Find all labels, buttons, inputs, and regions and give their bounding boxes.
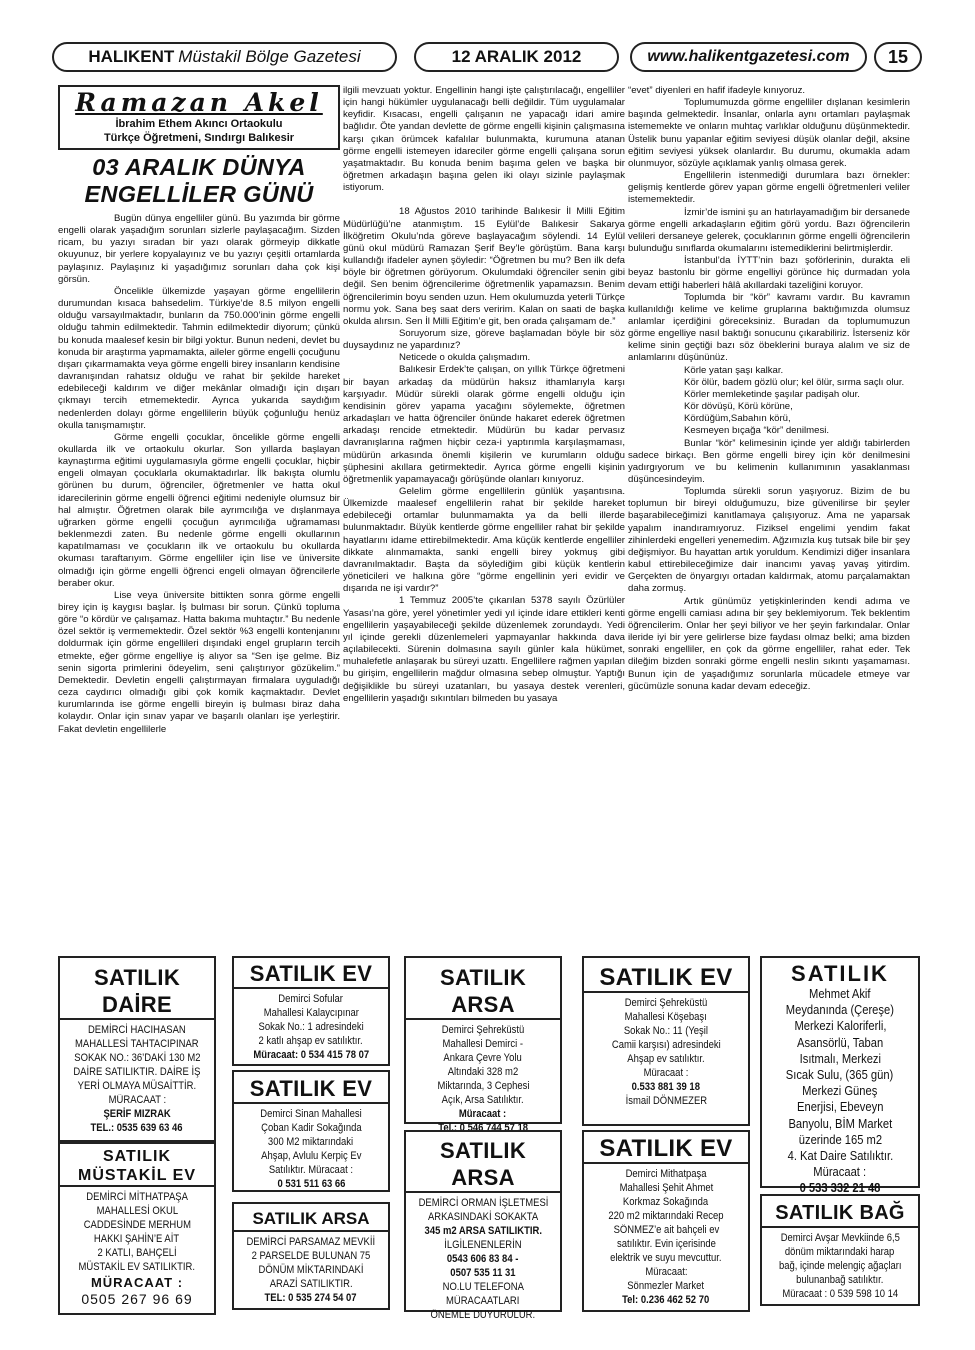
ad-line: Demirci Şehreküstü (624, 997, 708, 1009)
classified-ads (52, 950, 924, 1320)
divider (406, 1018, 560, 1020)
ad-line: 4. Kat Daire Satılıktır. (787, 1148, 893, 1164)
ad-phone: Tel.: 0 546 744 57 18 (438, 1122, 528, 1134)
ad-line: DEMİRCİ HACIHASAN (88, 1024, 186, 1036)
ad-line: Korkmaz Sokağında (623, 1196, 709, 1208)
ad-satilik-ev-sinan (232, 1070, 390, 1192)
ad-title: SATILIK ARSA (252, 1209, 370, 1228)
divider (234, 1230, 388, 1232)
author-school: İbrahim Ethem Akıncı Ortaokulu (115, 118, 283, 130)
ad-line: Meydanında (Çereşe) (785, 1002, 895, 1018)
ad-line: Müracaat : (459, 1108, 507, 1120)
ad-line: Müracaat: (644, 1266, 688, 1278)
ad-line: Demirci Avşar Mevkiinde 6,5 (780, 1232, 900, 1244)
ad-line: ARKASINDAKİ SOKAKTA (427, 1211, 539, 1223)
ad-line: Merkezi Kaloriferli, (794, 1018, 886, 1034)
ad-line: ÖNEMLE DUYURULUR. (430, 1309, 536, 1321)
ad-line: 220 m2 miktarındaki Recep (608, 1210, 724, 1222)
ad-line: DEMİRCİ PARSAMAZ MEVKİİ (246, 1236, 376, 1248)
divider (584, 991, 748, 993)
ad-phone: 0505 267 96 69 (81, 1291, 193, 1307)
paragraph: ilgili mevzuatı yoktur. Engellinin hangi işte çalıştırılacağı, engelliler için hangi hükümler uygulanacağı belli değildir. Tüm uygulamalar keyfidir. Kısacası, engelli çalışanın ne yapacağı idari amire bağlıdır. Öte yandan devlette de görme engelli kişinin çalışmasına karşı çıkan örümcek kafalılar bulunmakta, kurumuna atanan görme engelli istemeyen idareciler görme engelli çalışana sorun yaşatmaktadır. Bu konuda benim başıma gelen ve başka bir öğretmen arkadaşın başına gelen iki olayı sizinle paylaşmak istiyorum. (343, 85, 625, 194)
ad-line: satılıktır. Evin içerisinde (616, 1238, 716, 1250)
ad-line: MÜRACAATLARI (446, 1295, 520, 1307)
article-column-2 (343, 85, 625, 705)
ad-title: SATILIK (102, 1148, 172, 1165)
paragraph: İstanbul’da İYTT’nin bazı şoförlerinin, durakta eli beyaz bastonlu bir görme engelliyi görünce hiç durmadan yola devam ettiği haberleri hâlâ akıllardaki tazeliğini koruyor. (628, 255, 910, 291)
divider (234, 987, 388, 989)
divider (60, 1018, 214, 1020)
ad-satilik-arsa-sehrekustu (404, 956, 562, 1134)
ad-line: DEMİRCİ MİTHATPAŞA (86, 1191, 188, 1203)
author-title: Türkçe Öğretmeni, Sındırgı Balıkesir (103, 132, 295, 144)
ad-phone: 0 533 332 21 48 (799, 1180, 881, 1196)
ad-line: Satılıktır. Müracaat : (268, 1164, 354, 1176)
ad-satilik-daire-mehmet-akif (760, 956, 920, 1196)
ad-satilik-daire (58, 956, 216, 1144)
paper-subtitle: Müstakil Bölge Gazetesi (178, 47, 361, 66)
divider (234, 1102, 388, 1104)
masthead (52, 38, 924, 80)
proverb: Kördüğüm,Sabahın körü, (684, 413, 791, 425)
ad-line: 2 katlı ahşap ev satılıktır. (258, 1035, 364, 1047)
ad-line: Banyolu, BİM Market (788, 1115, 892, 1131)
ad-phone: 0 531 511 63 66 (277, 1178, 345, 1190)
ad-line: Ankara Çevre Yolu (443, 1052, 523, 1064)
paragraph: 18 Ağustos 2010 tarihinde Balıkesir İl Milli Eğitim Müdürlüğü’ne atanmıştım. 15 Eylül’de Balıkesir Sakarya İlköğretim Okulu’nda göreve başlayacağım söylendi. 14 Eylül günü okul müdürü Ramazan Şerif Bey’le görüştüm. Bana karşı kullandığı ifadeler aynen şöyledir: “Öğretmen bu mu? Ben ilk defa böyle bir öğretmen görüyorum. Okulumdaki öğrenciler senin gibi değil. Sen benim öğrencilerime öğretmenlik yapamazsın. Benim öğrencilerimin boyu senden uzun. Hem okulumuzda yeterli Türkçe normu yok. Sana beş saat ders veririm. Kalan on saati de başka okulda alırsın. Sen İl Milli Eğitim’e git, ben orada çalışamam de.” (343, 206, 625, 327)
paragraph: İzmir’de ismini şu an hatırlayamadığım bir dersanede görme engelli arkadaşların eğitim görü yordu. Bazı öğrencilerin velileri dersaneye gelerek, çocuklarının görme engelli öğrencilerin bulunduğu sınıflarda okumalarını istemediklerini belirtmişlerdir. (628, 206, 910, 255)
paragraph: Bunlar “kör” kelimesinin içinde yer aldığı tabirlerden sadece birkaçı. Ben görme engelli birey için kör denilmesini yadırgıyorum ve bu kelimenin kullanımının yasaklanması düşüncesindeyim. (628, 437, 910, 485)
ad-line: Mahallesi Demirci - (442, 1038, 524, 1050)
ad-line: SOKAK NO.: 36’DAKİ 130 M2 (73, 1052, 201, 1064)
ad-title: SATILIK (791, 961, 889, 986)
ad-title: SATILIK EV (599, 964, 733, 991)
ad-title: SATILIK EV (599, 1135, 733, 1162)
ad-line: üzerinde 165 m2 (798, 1131, 882, 1147)
ad-phone: Müracaat : 0 539 598 10 14 (782, 1288, 898, 1300)
ad-line: MÜSTAKİL EV SATILIKTIR. (78, 1261, 196, 1273)
ad-line: 2 PARSELDE BULUNAN 75 (251, 1250, 371, 1262)
paragraph: Soruyorum size, göreve başlamadan böyle bir söz duysaydınız ne yapardınız? (343, 327, 625, 352)
ad-contact-label: MÜRACAAT : (90, 1275, 184, 1290)
paper-title (52, 42, 397, 72)
ad-line: Miktarında, 3 Cephesi (436, 1080, 530, 1092)
ad-line: Çoban Kadir Sokağında (260, 1122, 362, 1134)
byline-box (58, 85, 340, 150)
divider (762, 1226, 918, 1228)
ad-line: HAKKI ŞAHİN’E AİT (94, 1233, 180, 1245)
headline-line-2: ENGELLİLER GÜNÜ (84, 181, 314, 207)
divider (406, 1191, 560, 1193)
ad-line: Demirci Sinan Mahallesi (260, 1108, 362, 1120)
ad-title: SATILIK ARSA (439, 1138, 527, 1190)
ad-title: SATILIK ARSA (439, 965, 527, 1017)
author-name: Ramazan Akel (75, 88, 323, 117)
headline-line-1: 03 ARALIK DÜNYA (92, 154, 306, 180)
ad-line: İLGİLENENLERİN (444, 1239, 522, 1251)
ad-line: DEMİRCİ ORMAN İŞLETMESİ (418, 1197, 548, 1209)
paragraph: Neticede o okulda çalışmadım. (399, 352, 531, 364)
ad-line: Enerjisi, Ebeveyn (796, 1099, 884, 1115)
ad-line: 2 KATLI, BAHÇELİ (97, 1247, 177, 1259)
ad-line: Sokak No.: 1 adresindeki (258, 1021, 364, 1033)
ad-line: Mehmet Akif (809, 986, 871, 1001)
article-column-1 (58, 85, 340, 736)
ad-line: dönüm miktarındaki harap (785, 1246, 895, 1258)
headline (58, 154, 340, 208)
proverb: Kör ölür, badem gözlü olur; kel ölür, sırma saçlı olur. (684, 376, 905, 388)
proverb: Körler memleketinde şaşılar padişah olur. (684, 388, 860, 400)
ad-line: Mahallesi Şehit Ahmet (619, 1182, 713, 1194)
ad-line: SÖNMEZ’e ait bahçeli ev (613, 1224, 719, 1236)
divider (60, 1185, 214, 1187)
proverb: Kesmeyen bıçağa “kör” denilmesi. (684, 425, 830, 437)
paragraph: Gelelim görme engellilerin günlük yaşantısına. Ülkemizde maalesef engellilerin rahat bir şekilde hareket edebileceği ortamlar bulunmamakta ya da belli illerde bulunmaktadır. Büyük kentlerde görme engelliler rahat bir şekilde hayatlarını idame ettirebilmektedir. Ama küçük kentlerde engelliler dikkate alınmamakta, sanki engelli birey yokmuş gibi davranılmaktadır. Başta da söylediğim gibi küçük kentlerin yöneticileri ve halkına göre “görme engellinin yeri evidir ve dışarıda ne işi vardır?” (343, 486, 625, 595)
ad-satilik-bag (760, 1194, 920, 1306)
proverb: Körle yatan şaşı kalkar. (684, 364, 784, 376)
ad-line: Altındaki 328 m2 (447, 1066, 519, 1078)
paragraph: 1 Temmuz 2005’te çıkarılan 5378 sayılı Özürlüler Yasası’na göre, yerel yönetimler yedi yıl içinde idare ettikleri kenti engellilerin yaşayabileceği şekilde düzenlemek zorundaydı. Yedi yıl içinde gerekli düzenlemeleri yapmayanlar hakkında dava açılabilecekti. Sürenin dolmasına sayılı günler kala hükümet, muhalefetle anlaşarak bu süreyi uzattı. Engellilere rağmen yapılan bu girişim, engellilerin mağdur olmasına sebep olmuştur. Yaptığı değişiklikle bu süreyi uzatanları, bu yasaya destek verenleri, engellilerin yaşadığı sıkıntıları bilmeden bu yasaya (343, 595, 625, 704)
ad-phone: Müracaat: 0 534 415 78 07 (253, 1049, 369, 1061)
ad-line: bağ, içinde melengiç ağaçları (778, 1260, 902, 1272)
ad-line: Mahallesi Köşebaşı (624, 1011, 708, 1023)
ad-line: ARAZİ SATILIKTIR. (269, 1278, 353, 1290)
ad-line: DAİRE SATILIKTIR. DAİRE İŞ (73, 1066, 201, 1078)
divider (584, 1162, 748, 1164)
article (58, 85, 924, 945)
ad-satilik-ev-kosebasi (582, 956, 750, 1126)
paragraph: Görme engelli çocuklar, öncelikle görme engelli okullarda ilk ve ortaokulu okurlar. Son yıllarda başlayan kaynaştırma eğitimi uygulamasıyla görme engelli çocuklar, hiçbir engeli olmayan çocuklarla okumaktadırlar. İlk bakışta olumlu görünen bu durum, öğrenciler, öğretmenler ve hatta okul idarecilerinin görme engelli öğrenci eğitimi nedeniyle olumsuz bir hal almıştır. Öğretmen olarak bile ayrımcılığa ve dışlanmaya uğrarken görme engelli çocuğun ayrımcılığa uğramaması beklenmezdi zaten. Bu nedenle görme engelli okullarının kapatılmaması ve çocukların ilk ve ortaokulu bu okullarda okuması taraftarıyım. Görme engelliler için lise ve üniversite olmadığı için görme engelli öğrenci engeli olmayan öğrencilerle beraber okur. (58, 431, 340, 589)
paragraph: “evet” diyenleri en hafif ifadeyle kınıyoruz. (628, 85, 806, 96)
paragraph: Toplumda sürekli sorun yaşıyoruz. Bizim de bu toplumun bir bireyi olduğumuzu, bize güvenilirse bir şeyler başarabileceğimizi kanıtlamaya çalışıyoruz. Ama ne yaparsak yapalım inandıramıyoruz. Fiziksel engelimi yendim fakat zihinlerdeki engelleri yenemedim. Ağzımızla kuş tutsak bile bir şey değişmiyor. Bu hayattan artık yoruldum. Kendimizi diğer insanlara kabul ettirebileceğimize dair inancımı yavaş yavaş yitirdim. Gerçekten de önyargıyı ortadan kaldırmak, atomu parçalamaktan daha zormuş. (628, 486, 910, 595)
ad-satilik-mustakil-ev (58, 1140, 216, 1315)
ad-line: elektrik ve suyu mevcuttur. (610, 1252, 722, 1264)
issue-date: 12 ARALIK 2012 (414, 42, 619, 72)
ad-line: bulunanbağ satılıktır. (796, 1274, 884, 1286)
ad-phone: 0507 535 11 31 (450, 1267, 516, 1279)
ad-line: YERİ OLMAYA MÜSAİTTİR. (77, 1080, 197, 1092)
website-link[interactable]: www.halikentgazetesi.com (630, 42, 867, 72)
ad-line: MAHALLESİ OKUL (96, 1205, 178, 1217)
ad-satilik-ev-sofular (232, 956, 390, 1066)
ad-line: Müracaat : (643, 1067, 689, 1079)
ad-phone: 0543 606 83 84 - (447, 1253, 519, 1265)
paragraph: Öncelikle ülkemizde yaşayan görme engellilerin durumundan kısaca bahsedelim. Türkiye’de 8.5 milyon engelli olduğu varsayılmaktadır, bunların da 750.000’inin görme engelli olduğu tahmin edilmektedir. Tahmin edilmektedir diyorum; çünkü bu konuda maalesef kesin bir bilgi yoktur. Bunun nedeni, devlet bu konuda bir araştırma yapmamakta, aileler görme engelli çocuğunu dışarı çıkarmamakta veya görme engelli birey insanların kendisine davranışından rahatsız olduğu ve rahat bir şekilde hareket edebileceği kaldırım ve diğer mekânlar olmadığı için dışarı çıkmayı tercih etmemektedir. Ayrıca yukarıda saydığım nedenlerden dolayı görme engellilerin büyük çoğunluğu henüz okulla tanışmamıştır. (58, 285, 340, 431)
paragraph: Balıkesir Erdek’te çalışan, on yıllık Türkçe öğretmeni bir bayan arkadaş da müdürün haksız ithamlarıyla karşı karşıyadır. Müdür sürekli olarak görme engelli olduğu için kendisinin görev yapama yacağını söylemekte, öğretmen arkadaşları ve hatta öğrenciler önünde hakaret ederek öğretmen arkadaşı rencide etmektedir. Müdürün bu kadar pervasız davranışlarına rağmen hiçbir ceza-i yaptırımla karşılaşmaması, müdürün arkasında önemli kişilerin ve kurumların olduğu şüphesini akıllara getirmektedir. Ayrıca görme engelli kişinin öğretmenlik yapamayacağı görüşünde olanları kınıyoruz. (343, 364, 625, 485)
ad-satilik-ev-mithatpasa (582, 1130, 750, 1312)
ad-line: Isıtmalı, Merkezi (799, 1050, 881, 1066)
ad-line: Müracaat : (813, 1164, 867, 1180)
ad-phone: 0.533 881 39 18 (631, 1081, 701, 1093)
ad-satilik-arsa-orman (404, 1130, 562, 1321)
ad-line: Ahşap, Avlulu Kerpiç Ev (260, 1150, 362, 1162)
ad-contact-name: ŞERİF MIZRAK (103, 1108, 171, 1120)
ad-line: 345 m2 ARSA SATILIKTIR. (424, 1225, 542, 1237)
ad-line: Camii karşısı) adresindeki (611, 1039, 721, 1051)
paragraph: Toplumda bir “kör” kavramı vardır. Bu kavramın kullanıldığı kelime ve kelime gruplarına baktığımızda olumsuz anlamlar içerdiğini göreceksiniz. Buradan da toplumumuzun görme engelliye nasıl baktığı sonucunu çıkarabiliriz. İsterseniz kör kelime sinin geçtiği bazı söz öbeklerini buraya alalım ve siz de anlamlarını düşününüz. (628, 291, 910, 364)
ad-line: DÖNÜM MİKTARINDAKİ (258, 1264, 364, 1276)
ad-title: SATILIK BAĞ (775, 1202, 905, 1224)
ad-line: Sıcak Sulu, (365 gün) (786, 1067, 894, 1083)
ad-line: Demirci Sofular (278, 993, 344, 1005)
ad-line: MAHALLESİ TAHTACIPINAR (75, 1038, 199, 1050)
ad-line: Mahallesi Kalaycıpınar (263, 1007, 359, 1019)
ad-title: SATILIK EV (249, 961, 373, 986)
ad-phone: Tel: 0.236 462 52 70 (622, 1294, 710, 1306)
ad-line: Açık, Arsa Satılıktır. (441, 1094, 525, 1106)
ad-line: Ahşap ev satılıktır. (627, 1053, 705, 1065)
ad-phone: TEL: 0 535 274 54 07 (264, 1292, 358, 1304)
ad-title: SATILIK EV (249, 1076, 373, 1101)
ad-line: Sönmezler Market (627, 1280, 705, 1292)
ad-line: Demirci Şehreküstü (441, 1024, 525, 1036)
ad-satilik-arsa-parsamaz (232, 1202, 390, 1310)
article-column-3 (628, 85, 910, 693)
ad-line: MÜRACAAT : (108, 1094, 166, 1106)
ad-line: CADDESİNDE MERHUM (83, 1219, 191, 1231)
ad-line: Merkezi Güneş (802, 1083, 878, 1099)
ad-title: MÜSTAKİL EV (78, 1167, 196, 1184)
ad-title: SATILIK DAİRE (93, 965, 181, 1017)
ad-phone: TEL.: 0535 639 63 46 (90, 1122, 184, 1134)
ad-contact-name: İsmail DÖNMEZER (625, 1095, 707, 1107)
paragraph: Toplumumuzda görme engelliler dışlanan kesimlerin başında gelmektedir. İnsanlar, onlarla aynı ortamları paylaşmak istememekte ve onların muhtaç varlıklar olduğunu düşünmektedir. Üstelik bunu yapanlar eğitim seviyesi düşük olanlar değil, aksine eğitim seviyesi yüksek olanlardır. Bu durumu, okumakla adam olunmuyor, sözüyle açıklamak yanlış olmasa gerek. (628, 97, 910, 169)
ad-line: Demirci Mithatpaşa (625, 1168, 707, 1180)
ad-line: 300 M2 miktarındaki (268, 1136, 354, 1148)
ad-line: Asansörlü, Taban (796, 1034, 884, 1050)
paragraph: Bugün dünya engelliler günü. Bu yazımda bir görme engelli olarak yaşadığım sorunları sizlerle paylaşacağım. Sizden ricam, bu yazıyı sıradan bir yazı olarak görmeyip dikkatle okuyunuz, bir yerlere kopyalayınız ve bu yazıyı çeşitli ortamlarda paylaşınız. Paylaşınız ki yaşadığımız sorunları daha çok kişi görsün. (58, 213, 340, 285)
page-number: 15 (874, 42, 922, 72)
paragraph: Engellilerin istenmediği durumlara bazı örnekler: gelişmiş kentlerde görev yapan görme engelli öğretmenleri veliler istememektedir. (628, 170, 910, 206)
paragraph: Artık günümüz yetişkinlerinden kendi adıma ve görme engelli camiası adına bir şey beklemiyorum. Tek beklentim öğrencilerim. Onlar her şeyi biliyor ve her şeyin farkındalar. Onlar ileride iyi bir yere gelirlerse bize faydası olmaz belki; ama bizden sonraki engelliler, en çok da görme engelliler, rahat eder. Tek dileğim bizden sonraki görme engelli neslin sıkıntı yaşamaması. Bunun için de yaşadığımız sorunlarla mücadele etmeye var gücümüzle sonuna kadar devam edeceğiz. (628, 595, 910, 692)
ad-line: Sokak No.: 11 (Yeşil (623, 1025, 709, 1037)
proverb: Kör dövüşü, Körü körüne, (684, 401, 793, 413)
ad-line: NO.LU TELEFONA (442, 1281, 524, 1293)
paper-name: HALIKENT (88, 47, 175, 66)
paragraph: Lise veya üniversite bittikten sonra görme engelli birey için iş kaygısı başlar. İş bulması bir sorun. Çünkü topluma göre “o kördür ve çalışamaz. Hatta bakıma muhtaçtır.” Bu nedenle özel sektör iş vermemektedir. Özel sektör %3 engelli kontenjanını doldurmak için görme engellileri dışındaki engel grupların tercih etmekte, eğer görme engelliye iş alıyor sa “Sen işe gelme. Biz senin sigorta primlerini ödeyelim, seni çalıştırıyor gözükelim.” Demektedir. Devletin engelli çalıştırmayan firmalara uyguladığı ceza caydırıcı olmadığı gibi çok komik kaçmaktadır. Devlet kurumlarında ise görme engelli bireyin iş bulması biraz daha kolaydır. Onlar için sınav yapar ve başarılı olanları işe yerleştirir. Fakat devletin engellilerle (58, 589, 340, 735)
